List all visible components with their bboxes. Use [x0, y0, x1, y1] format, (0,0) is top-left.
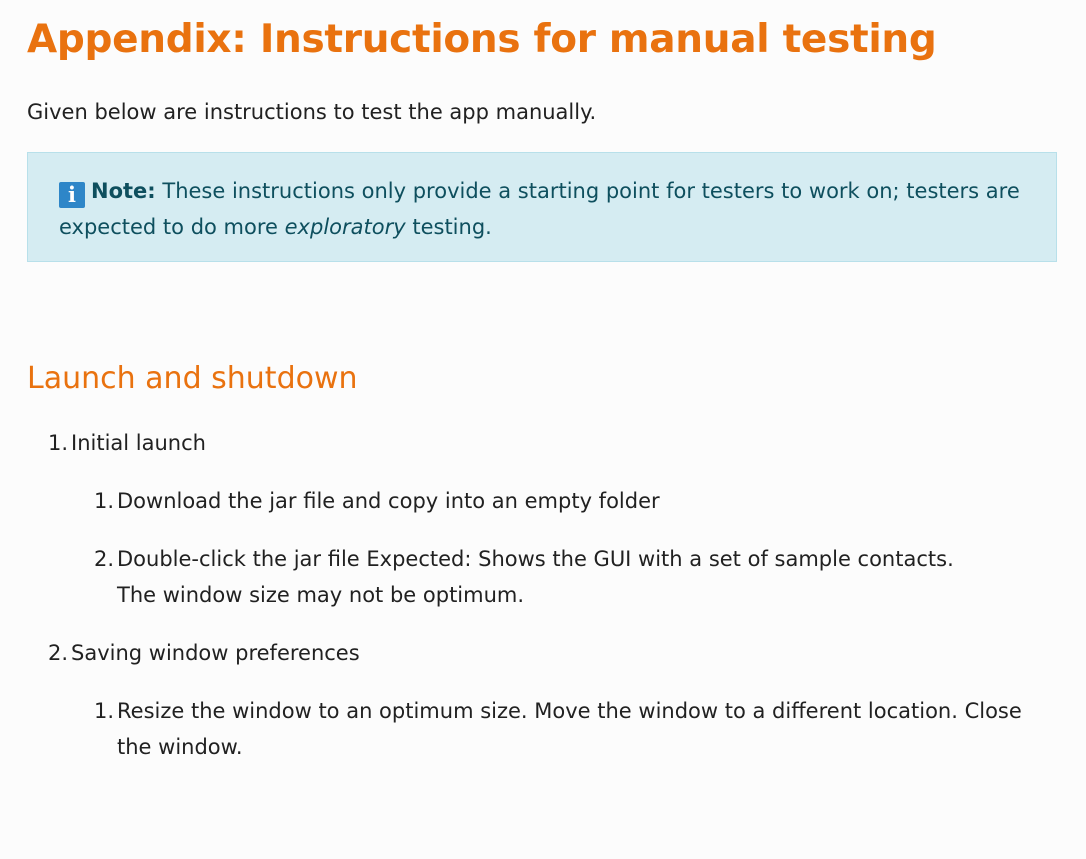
note-label: Note:	[91, 179, 156, 203]
list-item	[27, 483, 1047, 519]
intro-paragraph: Given below are instructions to test the app manually.	[27, 100, 597, 124]
note-emphasis: exploratory	[284, 215, 406, 239]
list-item	[27, 693, 1032, 765]
list-item-number: 2.	[48, 641, 69, 665]
list-item-text: Initial launch	[71, 431, 206, 455]
list-item-number: 2.	[94, 547, 115, 571]
note-callout	[27, 152, 1057, 262]
note-text: These instructions only provide a starting point for testers to work on; testers are expected to do more	[59, 179, 1020, 239]
list-item-number: 1.	[48, 431, 69, 455]
list-item	[27, 541, 957, 613]
info-icon: i	[59, 182, 85, 208]
list-item	[27, 425, 1047, 461]
steps-list	[27, 425, 1047, 765]
note-text-end: testing.	[412, 215, 492, 239]
list-item	[27, 635, 1047, 671]
list-item-text: Saving window preferences	[71, 641, 360, 665]
page-title: Appendix: Instructions for manual testing	[27, 17, 937, 62]
list-item-number: 1.	[94, 699, 115, 723]
list-item-number: 1.	[94, 489, 115, 513]
list-item-text: Download the jar file and copy into an empty folder	[117, 489, 660, 513]
list-item-text: Double-click the jar file Expected: Shows the GUI with a set of sample contacts. The window size may not be optimum.	[117, 547, 954, 607]
section-title: Launch and shutdown	[27, 361, 358, 396]
list-item-text: Resize the window to an optimum size. Move the window to a different location. Close the window.	[117, 699, 1022, 759]
